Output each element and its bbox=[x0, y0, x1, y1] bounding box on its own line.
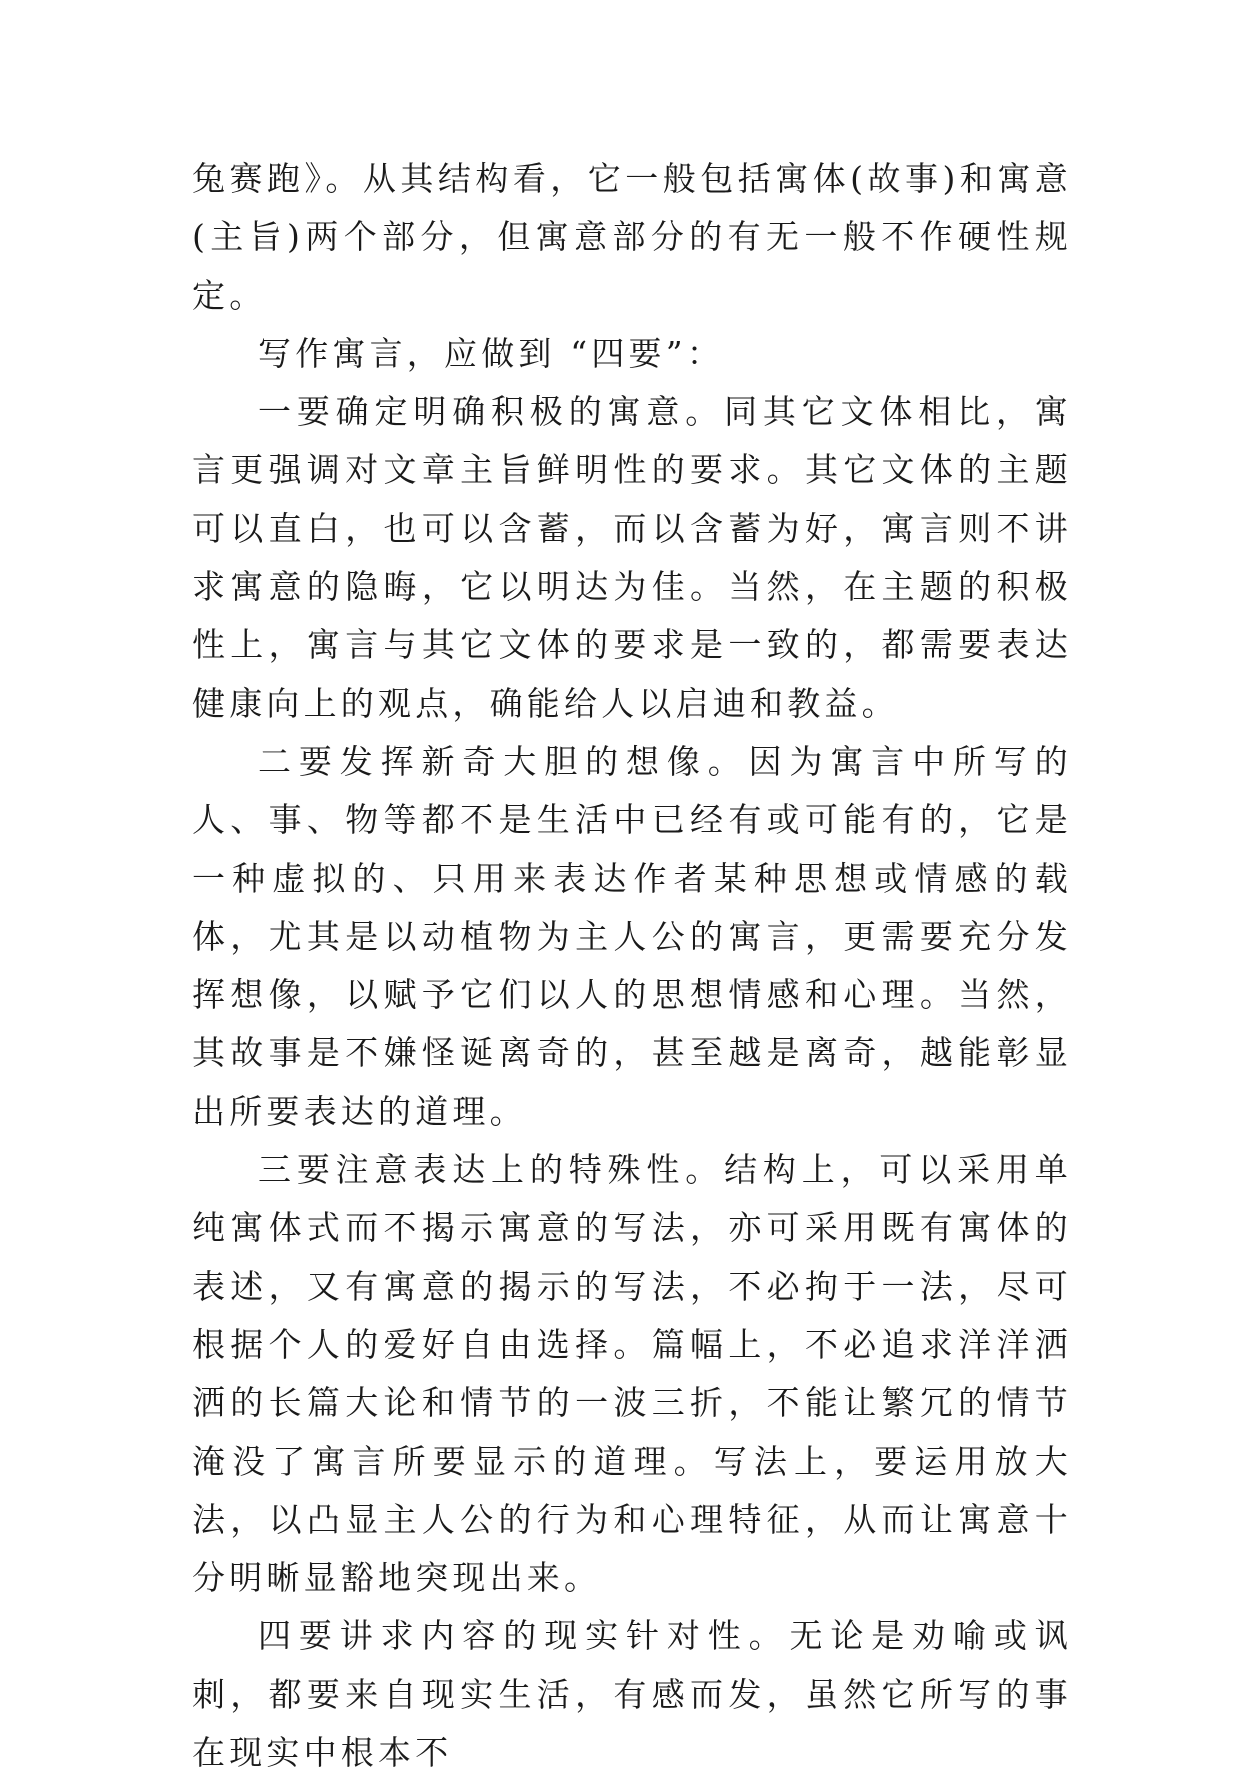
paragraph-requirement-three: 三要注意表达上的特殊性。结构上，可以采用单纯寓体式而不揭示寓意的写法，亦可采用既有寓体的表述，又有寓意的揭示的写法，不必拘于一法，尽可根据个人的爱好自由选择。篇幅上，不必追求洋洋洒洒的长篇大论和情节的一波三折，不能让繁冗的情节淹没了寓言所要显示的道理。写法上，要运用放大法，以凸显主人公的行为和心理特征，从而让寓意十分明晰显豁地突现出来。 bbox=[192, 1150, 1072, 1598]
paragraph-requirement-four: 四要讲求内容的现实针对性。无论是劝喻或讽刺，都要来自现实生活，有感而发，虽然它所写的事在现实中根本不 bbox=[192, 1616, 1072, 1773]
paragraph-requirement-one: 一要确定明确积极的寓意。同其它文体相比，寓言更强调对文章主旨鲜明性的要求。其它文体的主题可以直白，也可以含蓄，而以含蓄为好，寓言则不讲求寓意的隐晦，它以明达为佳。当然，在主题的积极性上，寓言与其它文体的要求是一致的，都需要表达健康向上的观点，确能给人以启迪和教益。 bbox=[192, 392, 1072, 723]
paragraph-four-requirements-heading: 写作寓言，应做到 “四要”： bbox=[258, 333, 725, 373]
paragraph-continued-intro: 兔赛跑》。从其结构看，它一般包括寓体(故事)和寓意(主旨)两个部分，但寓意部分的有无一般不作硬性规定。 bbox=[192, 159, 1072, 315]
document-page bbox=[192, 150, 1072, 1782]
paragraph-requirement-two: 二要发挥新奇大胆的想像。因为寓言中所写的人、事、物等都不是生活中已经有或可能有的，它是一种虚拟的、只用来表达作者某种思想或情感的载体，尤其是以动植物为主人公的寓言，更需要充分发挥想像，以赋予它们以人的思想情感和心理。当然，其故事是不嫌怪诞离奇的，甚至越是离奇，越能彰显出所要表达的道理。 bbox=[192, 741, 1072, 1131]
